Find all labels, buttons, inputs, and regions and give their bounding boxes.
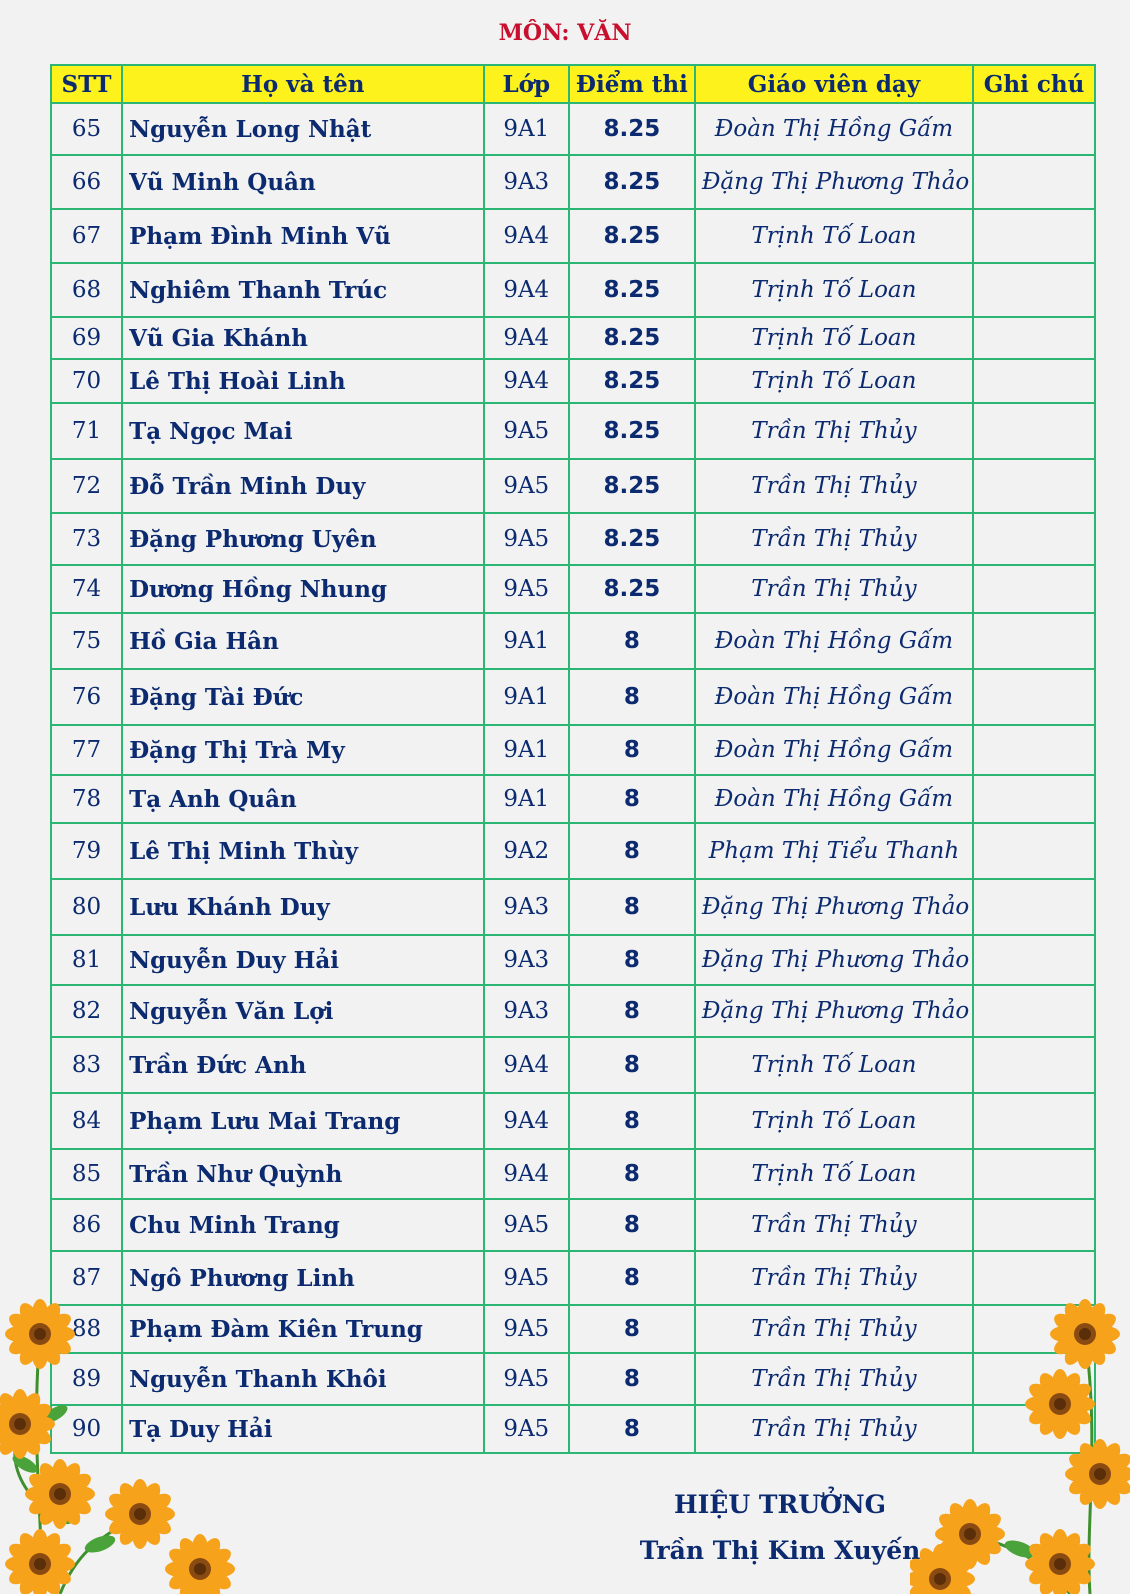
row-class: 9A2: [484, 823, 569, 879]
row-score: 8.25: [569, 209, 695, 263]
row-teacher: Đặng Thị Phương Thảo: [695, 985, 973, 1037]
table-row: [51, 669, 1095, 725]
row-stt: 66: [51, 155, 122, 209]
row-score: 8: [569, 1405, 695, 1453]
row-score: 8: [569, 1353, 695, 1405]
row-stt: 79: [51, 823, 122, 879]
row-note: [973, 513, 1095, 565]
row-score: 8.25: [569, 513, 695, 565]
row-class: 9A3: [484, 879, 569, 935]
row-name: Đặng Tài Đức: [122, 669, 484, 725]
table-row: [51, 1037, 1095, 1093]
row-score: 8: [569, 613, 695, 669]
row-score: 8: [569, 1199, 695, 1251]
header-note: Ghi chú: [973, 65, 1095, 103]
row-stt: 81: [51, 935, 122, 985]
row-stt: 69: [51, 317, 122, 359]
row-score: 8: [569, 775, 695, 823]
row-stt: 88: [51, 1305, 122, 1353]
row-name: Nguyễn Duy Hải: [122, 935, 484, 985]
row-score: 8.25: [569, 317, 695, 359]
table-row: [51, 1149, 1095, 1199]
row-note: [973, 879, 1095, 935]
row-teacher: Trịnh Tố Loan: [695, 317, 973, 359]
row-name: Nguyễn Long Nhật: [122, 103, 484, 155]
row-name: Tạ Ngọc Mai: [122, 403, 484, 459]
table-row: [51, 317, 1095, 359]
row-teacher: Trần Thị Thủy: [695, 1251, 973, 1305]
row-stt: 72: [51, 459, 122, 513]
sunflower-decoration-left: [0, 1294, 240, 1594]
row-stt: 67: [51, 209, 122, 263]
row-note: [973, 613, 1095, 669]
row-stt: 68: [51, 263, 122, 317]
row-note: [973, 669, 1095, 725]
row-score: 8: [569, 1037, 695, 1093]
row-score: 8: [569, 1149, 695, 1199]
row-score: 8.25: [569, 403, 695, 459]
row-teacher: Trịnh Tố Loan: [695, 1037, 973, 1093]
row-teacher: Trần Thị Thủy: [695, 403, 973, 459]
row-class: 9A4: [484, 317, 569, 359]
row-class: 9A5: [484, 403, 569, 459]
row-name: Nguyễn Thanh Khôi: [122, 1353, 484, 1405]
row-name: Chu Minh Trang: [122, 1199, 484, 1251]
row-note: [973, 263, 1095, 317]
row-name: Phạm Đàm Kiên Trung: [122, 1305, 484, 1353]
row-name: Lê Thị Hoài Linh: [122, 359, 484, 403]
row-class: 9A5: [484, 1305, 569, 1353]
row-class: 9A4: [484, 263, 569, 317]
row-class: 9A5: [484, 513, 569, 565]
header-score: Điểm thi: [569, 65, 695, 103]
table-row: [51, 1199, 1095, 1251]
table-row: [51, 1093, 1095, 1149]
row-class: 9A4: [484, 1037, 569, 1093]
row-class: 9A5: [484, 1405, 569, 1453]
signature-name: Trần Thị Kim Xuyến: [639, 1536, 921, 1565]
row-score: 8: [569, 1251, 695, 1305]
row-note: [973, 317, 1095, 359]
table-row: [51, 359, 1095, 403]
row-note: [973, 725, 1095, 775]
row-score: 8.25: [569, 359, 695, 403]
row-class: 9A3: [484, 935, 569, 985]
row-name: Đặng Thị Trà My: [122, 725, 484, 775]
header-teacher: Giáo viên dạy: [695, 65, 973, 103]
row-teacher: Trần Thị Thủy: [695, 1199, 973, 1251]
row-score: 8: [569, 1093, 695, 1149]
table-row: [51, 565, 1095, 613]
header-name: Họ và tên: [122, 65, 484, 103]
row-teacher: Đoàn Thị Hồng Gấm: [695, 725, 973, 775]
row-teacher: Đoàn Thị Hồng Gấm: [695, 669, 973, 725]
row-teacher: Trần Thị Thủy: [695, 1405, 973, 1453]
row-stt: 65: [51, 103, 122, 155]
score-table: [50, 64, 1096, 1454]
row-score: 8.25: [569, 565, 695, 613]
row-teacher: Đoàn Thị Hồng Gấm: [695, 613, 973, 669]
table-row: [51, 155, 1095, 209]
row-class: 9A4: [484, 209, 569, 263]
row-score: 8.25: [569, 459, 695, 513]
row-class: 9A4: [484, 1093, 569, 1149]
row-stt: 76: [51, 669, 122, 725]
row-class: 9A5: [484, 459, 569, 513]
row-score: 8.25: [569, 155, 695, 209]
row-teacher: Trần Thị Thủy: [695, 513, 973, 565]
row-note: [973, 359, 1095, 403]
row-class: 9A4: [484, 359, 569, 403]
row-name: Vũ Minh Quân: [122, 155, 484, 209]
row-name: Nghiêm Thanh Trúc: [122, 263, 484, 317]
row-class: 9A1: [484, 613, 569, 669]
row-class: 9A1: [484, 775, 569, 823]
row-score: 8: [569, 985, 695, 1037]
row-teacher: Đặng Thị Phương Thảo: [695, 879, 973, 935]
table-row: [51, 513, 1095, 565]
row-name: Lưu Khánh Duy: [122, 879, 484, 935]
row-class: 9A5: [484, 565, 569, 613]
row-name: Phạm Lưu Mai Trang: [122, 1093, 484, 1149]
row-teacher: Phạm Thị Tiểu Thanh: [695, 823, 973, 879]
row-teacher: Đoàn Thị Hồng Gấm: [695, 103, 973, 155]
row-stt: 86: [51, 1199, 122, 1251]
row-note: [973, 935, 1095, 985]
row-note: [973, 155, 1095, 209]
row-note: [973, 403, 1095, 459]
row-class: 9A3: [484, 985, 569, 1037]
row-stt: 89: [51, 1353, 122, 1405]
row-stt: 70: [51, 359, 122, 403]
sunflower-decoration-right: [910, 1294, 1130, 1594]
row-teacher: Trần Thị Thủy: [695, 565, 973, 613]
row-class: 9A1: [484, 103, 569, 155]
row-name: Tạ Anh Quân: [122, 775, 484, 823]
header-stt: STT: [51, 65, 122, 103]
row-score: 8: [569, 935, 695, 985]
row-stt: 84: [51, 1093, 122, 1149]
row-class: 9A1: [484, 725, 569, 775]
row-score: 8: [569, 725, 695, 775]
row-name: Đặng Phương Uyên: [122, 513, 484, 565]
row-teacher: Trần Thị Thủy: [695, 1353, 973, 1405]
row-class: 9A4: [484, 1149, 569, 1199]
row-score: 8.25: [569, 263, 695, 317]
row-stt: 74: [51, 565, 122, 613]
table-row: [51, 613, 1095, 669]
header-class: Lớp: [484, 65, 569, 103]
row-stt: 77: [51, 725, 122, 775]
row-stt: 71: [51, 403, 122, 459]
row-stt: 80: [51, 879, 122, 935]
row-score: 8: [569, 823, 695, 879]
row-note: [973, 775, 1095, 823]
row-name: Vũ Gia Khánh: [122, 317, 484, 359]
row-stt: 75: [51, 613, 122, 669]
row-note: [973, 209, 1095, 263]
row-score: 8.25: [569, 103, 695, 155]
row-class: 9A5: [484, 1199, 569, 1251]
row-name: Ngô Phương Linh: [122, 1251, 484, 1305]
row-teacher: Đoàn Thị Hồng Gấm: [695, 775, 973, 823]
row-class: 9A1: [484, 669, 569, 725]
row-note: [973, 565, 1095, 613]
row-name: Đỗ Trần Minh Duy: [122, 459, 484, 513]
row-stt: 78: [51, 775, 122, 823]
row-note: [973, 1199, 1095, 1251]
row-teacher: Trịnh Tố Loan: [695, 1149, 973, 1199]
row-score: 8: [569, 669, 695, 725]
row-teacher: Trịnh Tố Loan: [695, 209, 973, 263]
row-score: 8: [569, 1305, 695, 1353]
row-name: Nguyễn Văn Lợi: [122, 985, 484, 1037]
subject-title: MÔN: VĂN: [498, 20, 632, 46]
row-name: Phạm Đình Minh Vũ: [122, 209, 484, 263]
row-stt: 87: [51, 1251, 122, 1305]
row-stt: 82: [51, 985, 122, 1037]
row-class: 9A5: [484, 1251, 569, 1305]
row-stt: 90: [51, 1405, 122, 1453]
table-row: [51, 209, 1095, 263]
table-row: [51, 403, 1095, 459]
row-stt: 85: [51, 1149, 122, 1199]
row-class: 9A5: [484, 1353, 569, 1405]
signature-title: HIỆU TRƯỞNG: [673, 1490, 887, 1519]
row-note: [973, 823, 1095, 879]
row-teacher: Trịnh Tố Loan: [695, 359, 973, 403]
row-teacher: Trịnh Tố Loan: [695, 1093, 973, 1149]
table-row: [51, 775, 1095, 823]
table-row: [51, 935, 1095, 985]
table-row: [51, 459, 1095, 513]
row-name: Trần Như Quỳnh: [122, 1149, 484, 1199]
table-row: [51, 263, 1095, 317]
row-score: 8: [569, 879, 695, 935]
row-note: [973, 1093, 1095, 1149]
row-teacher: Đặng Thị Phương Thảo: [695, 935, 973, 985]
table-row: [51, 725, 1095, 775]
table-row: [51, 103, 1095, 155]
row-stt: 83: [51, 1037, 122, 1093]
row-name: Trần Đức Anh: [122, 1037, 484, 1093]
table-header-row: [51, 65, 1095, 103]
table-row: [51, 823, 1095, 879]
row-name: Tạ Duy Hải: [122, 1405, 484, 1453]
row-teacher: Đặng Thị Phương Thảo: [695, 155, 973, 209]
table-row: [51, 879, 1095, 935]
row-teacher: Trịnh Tố Loan: [695, 263, 973, 317]
row-stt: 73: [51, 513, 122, 565]
row-name: Hồ Gia Hân: [122, 613, 484, 669]
table-row: [51, 985, 1095, 1037]
row-class: 9A3: [484, 155, 569, 209]
row-name: Dương Hồng Nhung: [122, 565, 484, 613]
row-note: [973, 1037, 1095, 1093]
row-note: [973, 103, 1095, 155]
row-teacher: Trần Thị Thủy: [695, 1305, 973, 1353]
row-name: Lê Thị Minh Thùy: [122, 823, 484, 879]
row-note: [973, 985, 1095, 1037]
row-note: [973, 1149, 1095, 1199]
row-teacher: Trần Thị Thủy: [695, 459, 973, 513]
row-note: [973, 459, 1095, 513]
